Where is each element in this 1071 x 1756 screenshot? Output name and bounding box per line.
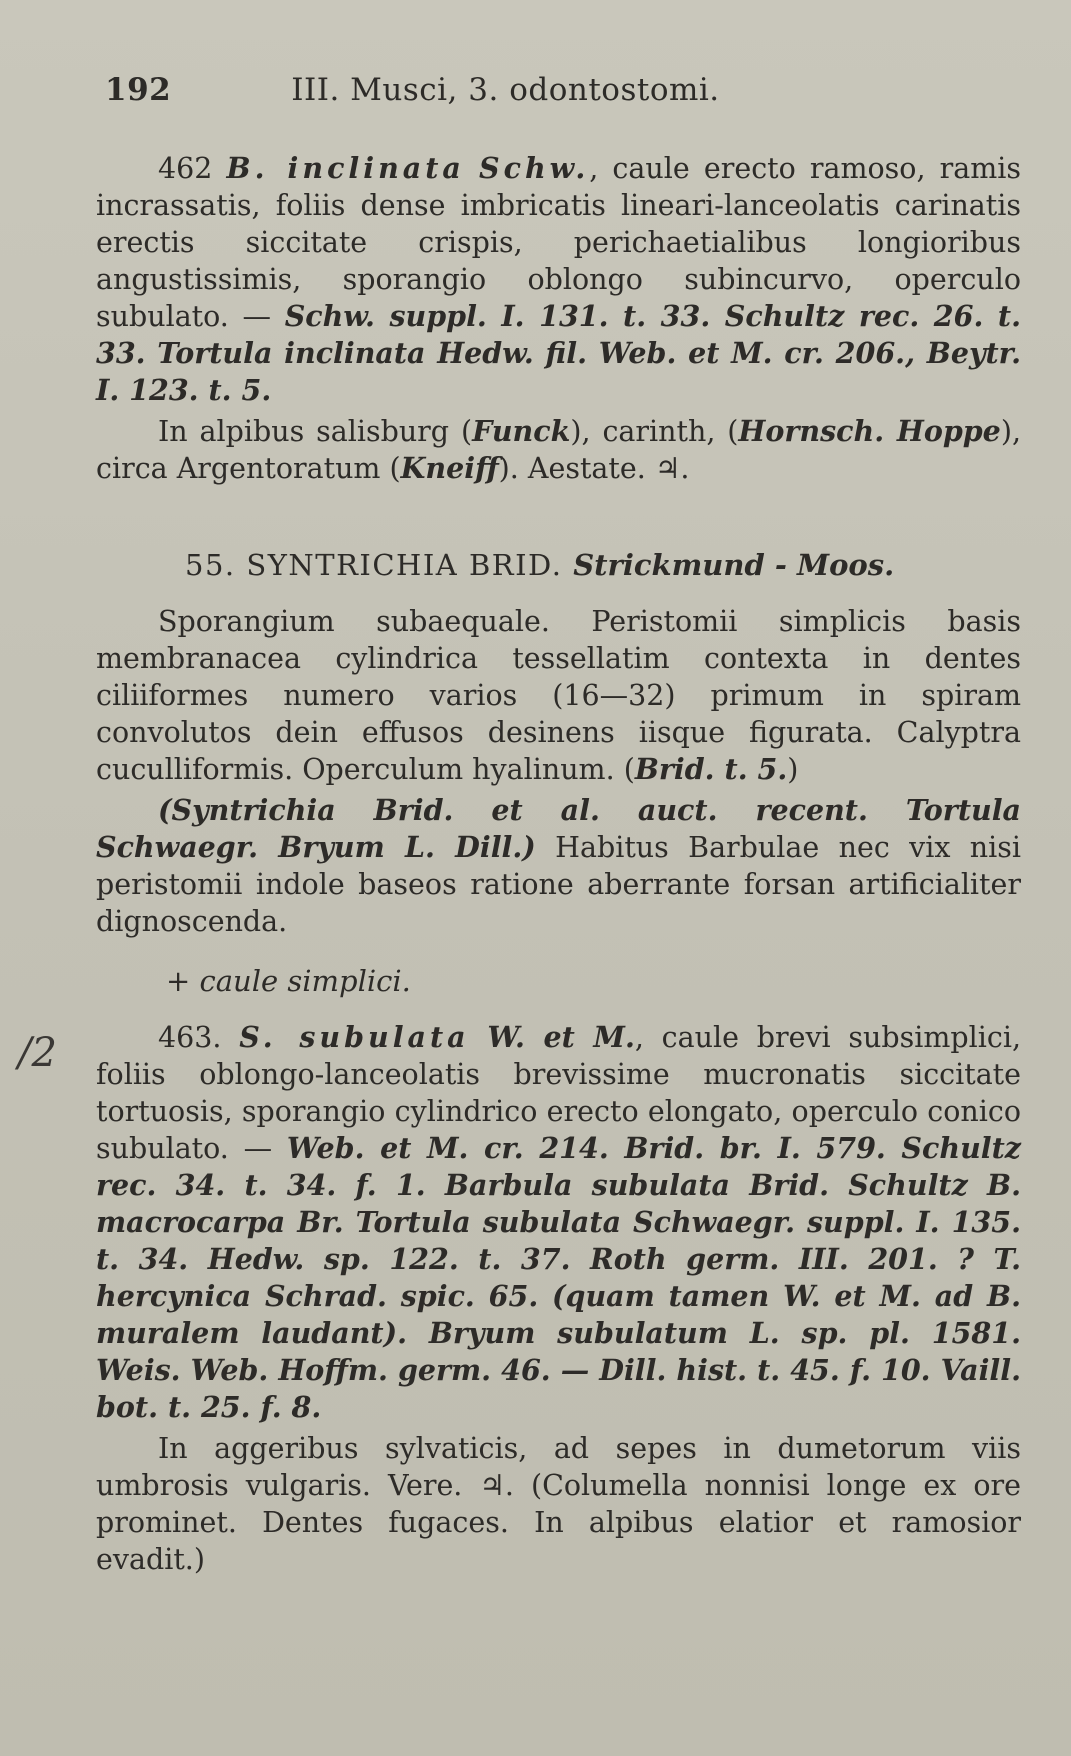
genus-vernacular: Strickmund - Moos. bbox=[573, 548, 895, 582]
habitat-text: ), carinth, ( bbox=[570, 415, 739, 448]
species-462-number: 462 bbox=[158, 152, 213, 185]
genus-heading bbox=[185, 548, 894, 582]
collector-name: Hornsch. Hoppe bbox=[738, 414, 1001, 448]
synonym-list: (Syntrichia Brid. et al. auct. recent. Tortula Schwaegr. Bryum L. Dill.) bbox=[96, 793, 1021, 864]
habitat-text: ). Aestate. ♃. bbox=[498, 452, 690, 485]
habitus-note: Habitus Barbulae nec vix nisi peristomii indole baseos ratione aberrante forsan artificialiter dignoscenda. bbox=[96, 831, 1021, 938]
species-462-description bbox=[96, 150, 1021, 409]
habitat-text: In alpibus salisburg ( bbox=[158, 415, 473, 448]
species-463-name: S. subulata bbox=[239, 1020, 470, 1054]
species-462-references: Schw. suppl. I. 131. t. 33. Schultz rec. 26. t. 33. Tortula inclinata Hedw. fil. Web. et M. cr. 206., Beytr. I. 123. t. 5. bbox=[96, 299, 1021, 407]
genus-number: 55. bbox=[185, 548, 236, 582]
handwritten-margin-note: /2 bbox=[18, 1030, 57, 1076]
section-subheading: + caule simplici. bbox=[166, 964, 411, 998]
collector-name: Kneiff bbox=[400, 451, 499, 485]
header-title: III. Musci, 3. odontostomi. bbox=[291, 72, 720, 108]
species-463-description bbox=[96, 1019, 1021, 1426]
species-462-habitat bbox=[96, 413, 1021, 487]
species-463-habitat: In aggeribus sylvaticis, ad sepes in dumetorum viis umbrosis vulgaris. Vere. ♃. (Columella nonnisi longe ex ore prominet. Dentes fugaces. In alpibus elatior et ramosior evadit.) bbox=[96, 1432, 1021, 1576]
species-462-diagnosis: , caule erecto ramoso, ramis incrassatis, foliis dense imbricatis lineari-lanceolatis carinatis erectis siccitate crispis, perichaetialibus longioribus angustissimis, sporangio oblongo subincurvo, operculo subulato. — bbox=[96, 152, 1022, 333]
diagnosis-reference: Brid. t. 5. bbox=[634, 752, 788, 786]
genus-description bbox=[96, 603, 1021, 940]
species-462-author: Schw. bbox=[479, 151, 590, 185]
running-header bbox=[105, 72, 805, 108]
species-463-entry bbox=[96, 1019, 1021, 1578]
diagnosis-text: ) bbox=[787, 753, 799, 786]
species-462-name: B. inclinata bbox=[226, 151, 465, 185]
collector-name: Funck bbox=[472, 414, 571, 448]
page-number: 192 bbox=[105, 72, 172, 108]
species-463-author: W. et M. bbox=[487, 1020, 635, 1054]
genus-name: SYNTRICHIA BRID. bbox=[246, 548, 563, 582]
species-463-references: Web. et M. cr. 214. Brid. br. I. 579. Schultz rec. 34. t. 34. f. 1. Barbula subulata Brid. Schultz B. macrocarpa Br. Tortula subulata Schwaegr. suppl. I. 135. t. 34. Hedw. sp. 122. t. 37. Roth germ. III. 201. ? T. hercynica Schrad. spic. 65. (quam tamen W. et M. ad B. muralem laudant). Bryum subulatum L. sp. pl. 1581. Weis. Web. Hoffm. germ. 46. — Dill. hist. t. 45. f. 10. Vaill. bot. t. 25. f. 8. bbox=[96, 1131, 1021, 1424]
species-463-number: 463. bbox=[158, 1021, 222, 1054]
habitat-text: ), circa Argentoratum ( bbox=[96, 415, 1022, 485]
species-463-diagnosis: , caule brevi subsimplici, foliis oblongo-lanceolatis brevissime mucronatis siccitate tortuosis, sporangio cylindrico erecto elongato, operculo conico subulato. — bbox=[96, 1021, 1022, 1165]
genus-diagnosis bbox=[96, 603, 1021, 788]
species-462-entry bbox=[96, 150, 1021, 487]
genus-synonymy bbox=[96, 792, 1021, 940]
diagnosis-text: Sporangium subaequale. Peristomii simplicis basis membranacea cylindrica tessellatim contexta in dentes ciliiformes numero varios (16—32) primum in spiram convolutos dein effusos desinens iisque figurata. Calyptra cuculliformis. Operculum hyalinum. ( bbox=[96, 605, 1021, 786]
